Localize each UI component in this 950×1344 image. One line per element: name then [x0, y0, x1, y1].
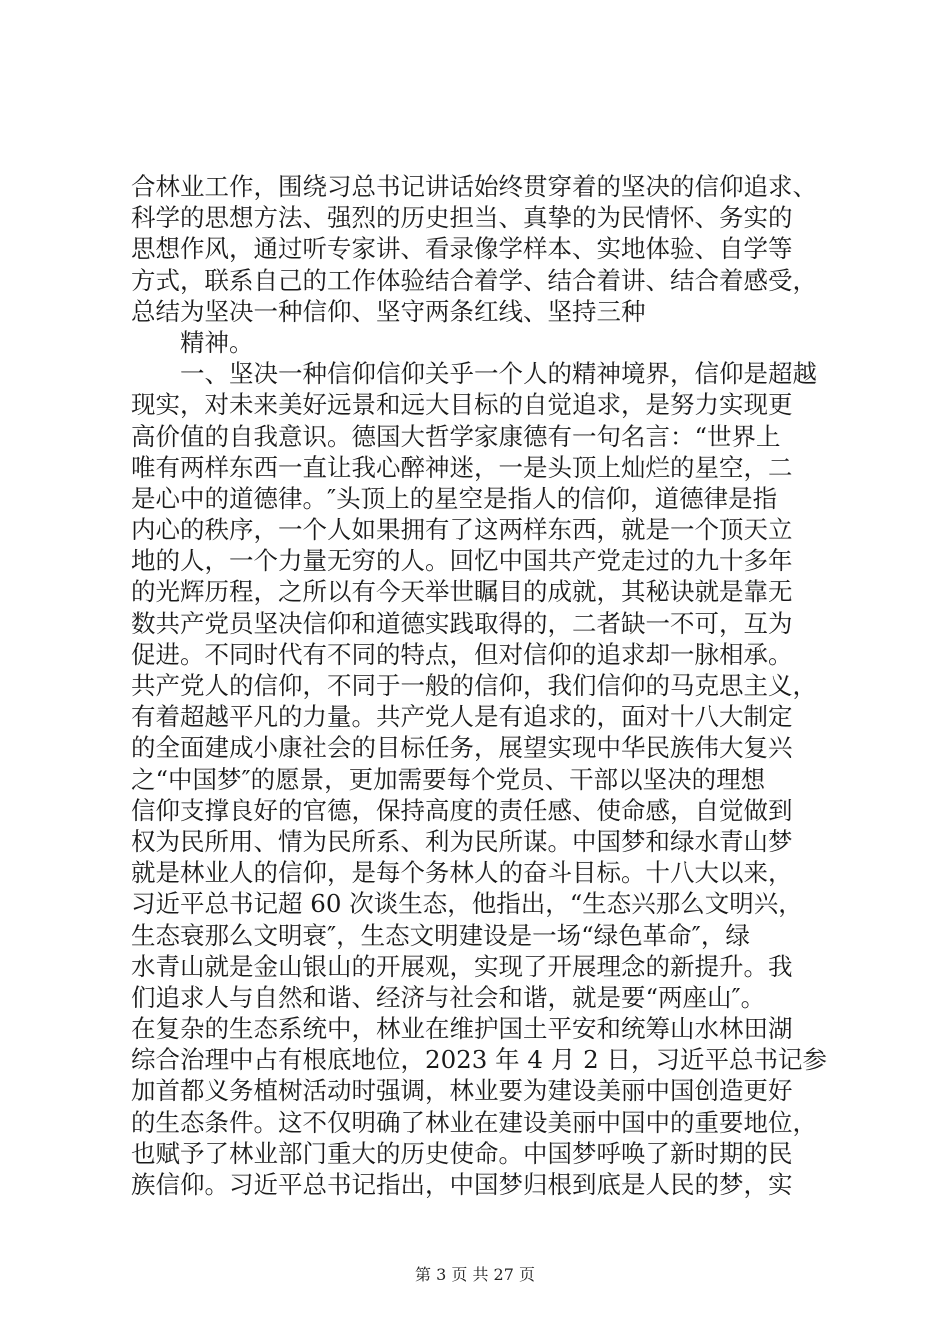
text-line: 现实，对未来美好远景和远大目标的自觉追求，是努力实现更: [131, 390, 793, 420]
text-line: 方式，联系自己的工作体验结合着学、结合着讲、结合着感受，: [131, 265, 817, 295]
text-line: 的光辉历程，之所以有今天举世瞩目的成就，其秘诀就是靠无: [131, 577, 793, 607]
text-line: 加首都义务植树活动时强调，林业要为建设美丽中国创造更好: [131, 1076, 793, 1106]
text-line: 唯有两样东西一直让我心醉神迷，一是头顶上灿烂的星空，二: [131, 452, 793, 482]
text-line: 的生态条件。这不仅明确了林业在建设美丽中国中的重要地位，: [131, 1107, 817, 1137]
text-line: 科学的思想方法、强烈的历史担当、真挚的为民情怀、务实的: [131, 203, 793, 233]
text-line: 综合治理中占有根底地位，2023 年 4 月 2 日，习近平总书记参: [131, 1045, 827, 1075]
body-text: [131, 171, 831, 1200]
text-line: 共产党人的信仰，不同于一般的信仰，我们信仰的马克思主义，: [131, 671, 817, 700]
text-line: 习近平总书记超 60 次谈生态，他指出，“生态兴那么文明兴，: [131, 889, 803, 919]
page-number-label: 第 3 页 共 27 页: [415, 1265, 535, 1284]
text-line: 总结为坚决一种信仰、坚守两条红线、坚持三种: [131, 296, 646, 326]
text-line: 促进。不同时代有不同的特点，但对信仰的追求却一脉相承。: [131, 639, 793, 669]
paragraph-start-line: 一、坚决一种信仰信仰关乎一个人的精神境界，信仰是超越: [180, 359, 817, 389]
text-line: 内心的秩序，一个人如果拥有了这两样东西，就是一个顶天立: [131, 515, 793, 545]
text-line: 合林业工作，围绕习总书记讲话始终贯穿着的坚决的信仰追求、: [131, 172, 817, 201]
text-line: 地的人，一个力量无穷的人。回忆中国共产党走过的九十多年: [131, 546, 793, 576]
text-line: 族信仰。习近平总书记指出，中国梦归根到底是人民的梦，实: [131, 1170, 793, 1199]
text-line: 信仰支撑良好的官德，保持高度的责任感、使命感，自觉做到: [131, 795, 793, 825]
text-line: 数共产党员坚决信仰和道德实践取得的，二者缺一不可，互为: [131, 608, 793, 638]
text-line: 生态衰那么文明衰″，生态文明建设是一场“绿色革命″，绿: [131, 920, 750, 950]
text-line: 精神。: [180, 327, 254, 357]
text-line: 权为民所用、情为民所系、利为民所谋。中国梦和绿水青山梦: [131, 826, 793, 856]
text-line: 也赋予了林业部门重大的历史使命。中国梦呼唤了新时期的民: [131, 1138, 793, 1168]
text-line: 就是林业人的信仰，是每个务林人的奋斗目标。十八大以来，: [131, 858, 793, 888]
text-line: 高价值的自我意识。德国大哲学家康德有一句名言：“世界上: [131, 421, 781, 451]
text-line: 们追求人与自然和谐、经济与社会和谐，就是要“两座山″。: [131, 982, 766, 1012]
text-line: 水青山就是金山银山的开展观，实现了开展理念的新提升。我: [131, 951, 793, 981]
text-line: 在复杂的生态系统中，林业在维护国土平安和统筹山水林田湖: [131, 1014, 793, 1044]
page-footer: [0, 1265, 950, 1285]
text-line: 有着超越平凡的力量。共产党人是有追求的，面对十八大制定: [131, 702, 793, 732]
text-line: 的全面建成小康社会的目标任务，展望实现中华民族伟大复兴: [131, 733, 793, 763]
text-line: 是心中的道德律。″头顶上的星空是指人的信仰，道德律是指: [131, 483, 778, 513]
text-line: 之“中国梦″的愿景，更加需要每个党员、干部以坚决的理想: [131, 764, 766, 794]
text-line: 思想作风，通过听专家讲、看录像学样本、实地体验、自学等: [131, 234, 793, 264]
